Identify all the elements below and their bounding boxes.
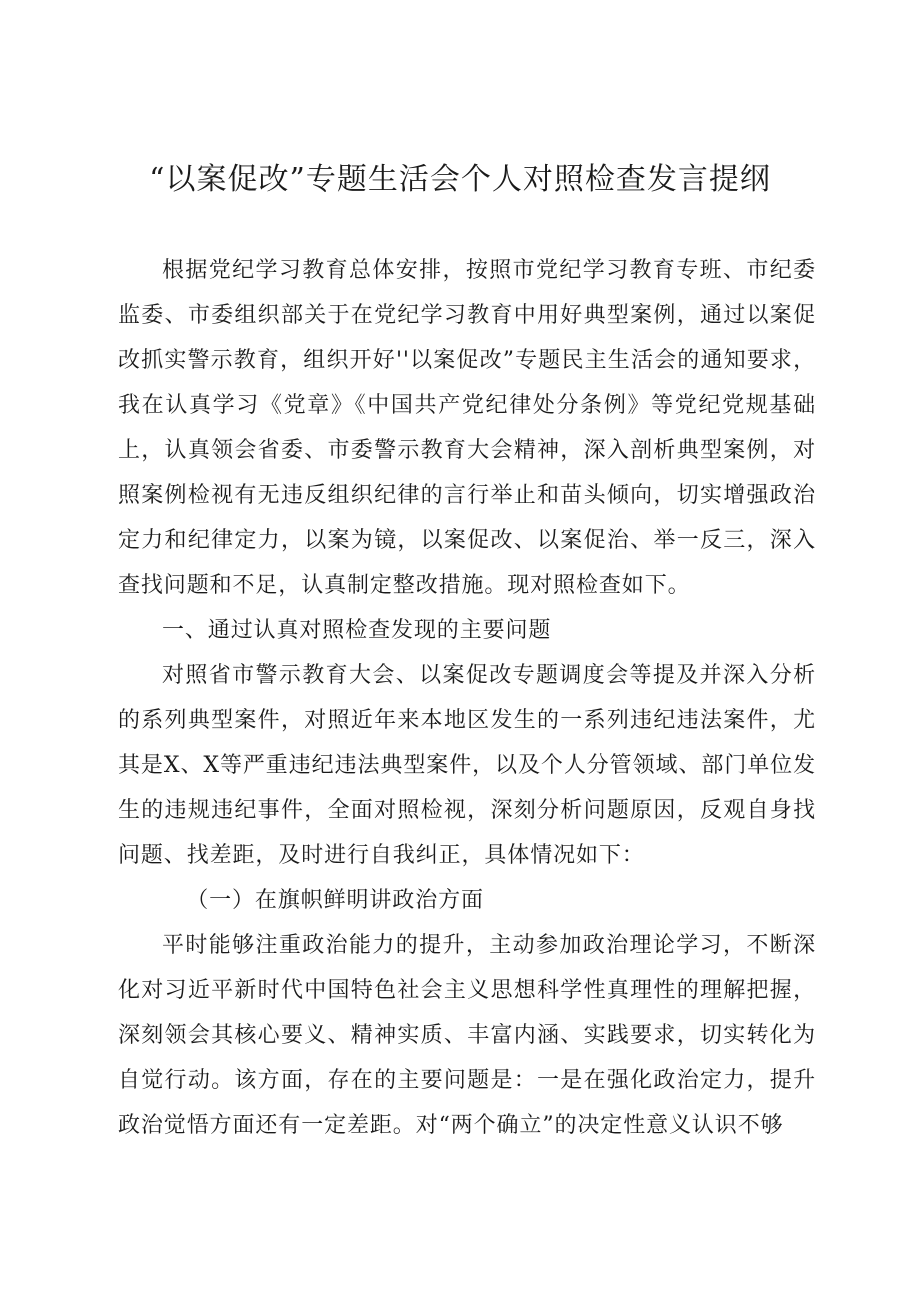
intro-paragraph: 根据党纪学习教育总体安排，按照市党纪学习教育专班、市纪委监委、市委组织部关于在党纪学习教育中用好典型案例，通过以案促改抓实警示教育，组织开好''以案促改”专题民主生活会的通知要求，我在认真学习《党章》《中国共产党纪律处分条例》等党纪党规基础上，认真领会省委、市委警示教育大会精神，深入剖析典型案例，对照案例检视有无违反组织纪律的言行举止和苗头倾向，切实增强政治定力和纪律定力，以案为镜，以案促改、以案促治、举一反三，深入查找问题和不足，认真制定整改措施。现对照检查如下。 xyxy=(118,258,816,598)
section-heading-main-problems: 一、通过认真对照检查发现的主要问题 xyxy=(162,618,552,643)
problems-overview-paragraph: 对照省市警示教育大会、以案促改专题调度会等提及并深入分析的系列典型案件，对照近年来本地区发生的一系列违纪违法案件，尤其是X、X等严重违纪违法典型案件，以及个人分管领域、部门单位发生的违规违纪事件，全面对照检视，深刻分析问题原因，反观自身找问题、找差距，及时进行自我纠正，具体情况如下： xyxy=(118,663,816,868)
document-body xyxy=(118,248,816,1148)
sub-heading-politics: （一）在旗帜鲜明讲政治方面 xyxy=(186,888,484,913)
politics-paragraph: 平时能够注重政治能力的提升，主动参加政治理论学习，不断深化对习近平新时代中国特色社会主义思想科学性真理性的理解把握，深刻领会其核心要义、精神实质、丰富内涵、实践要求，切实转化为自觉行动。该方面，存在的主要问题是：一是在强化政治定力，提升政治觉悟方面还有一定差距。对“两个确立”的决定性意义认识不够 xyxy=(118,933,816,1138)
document-title: “以案促改”专题生活会个人对照检查发言提纲 xyxy=(149,162,771,197)
